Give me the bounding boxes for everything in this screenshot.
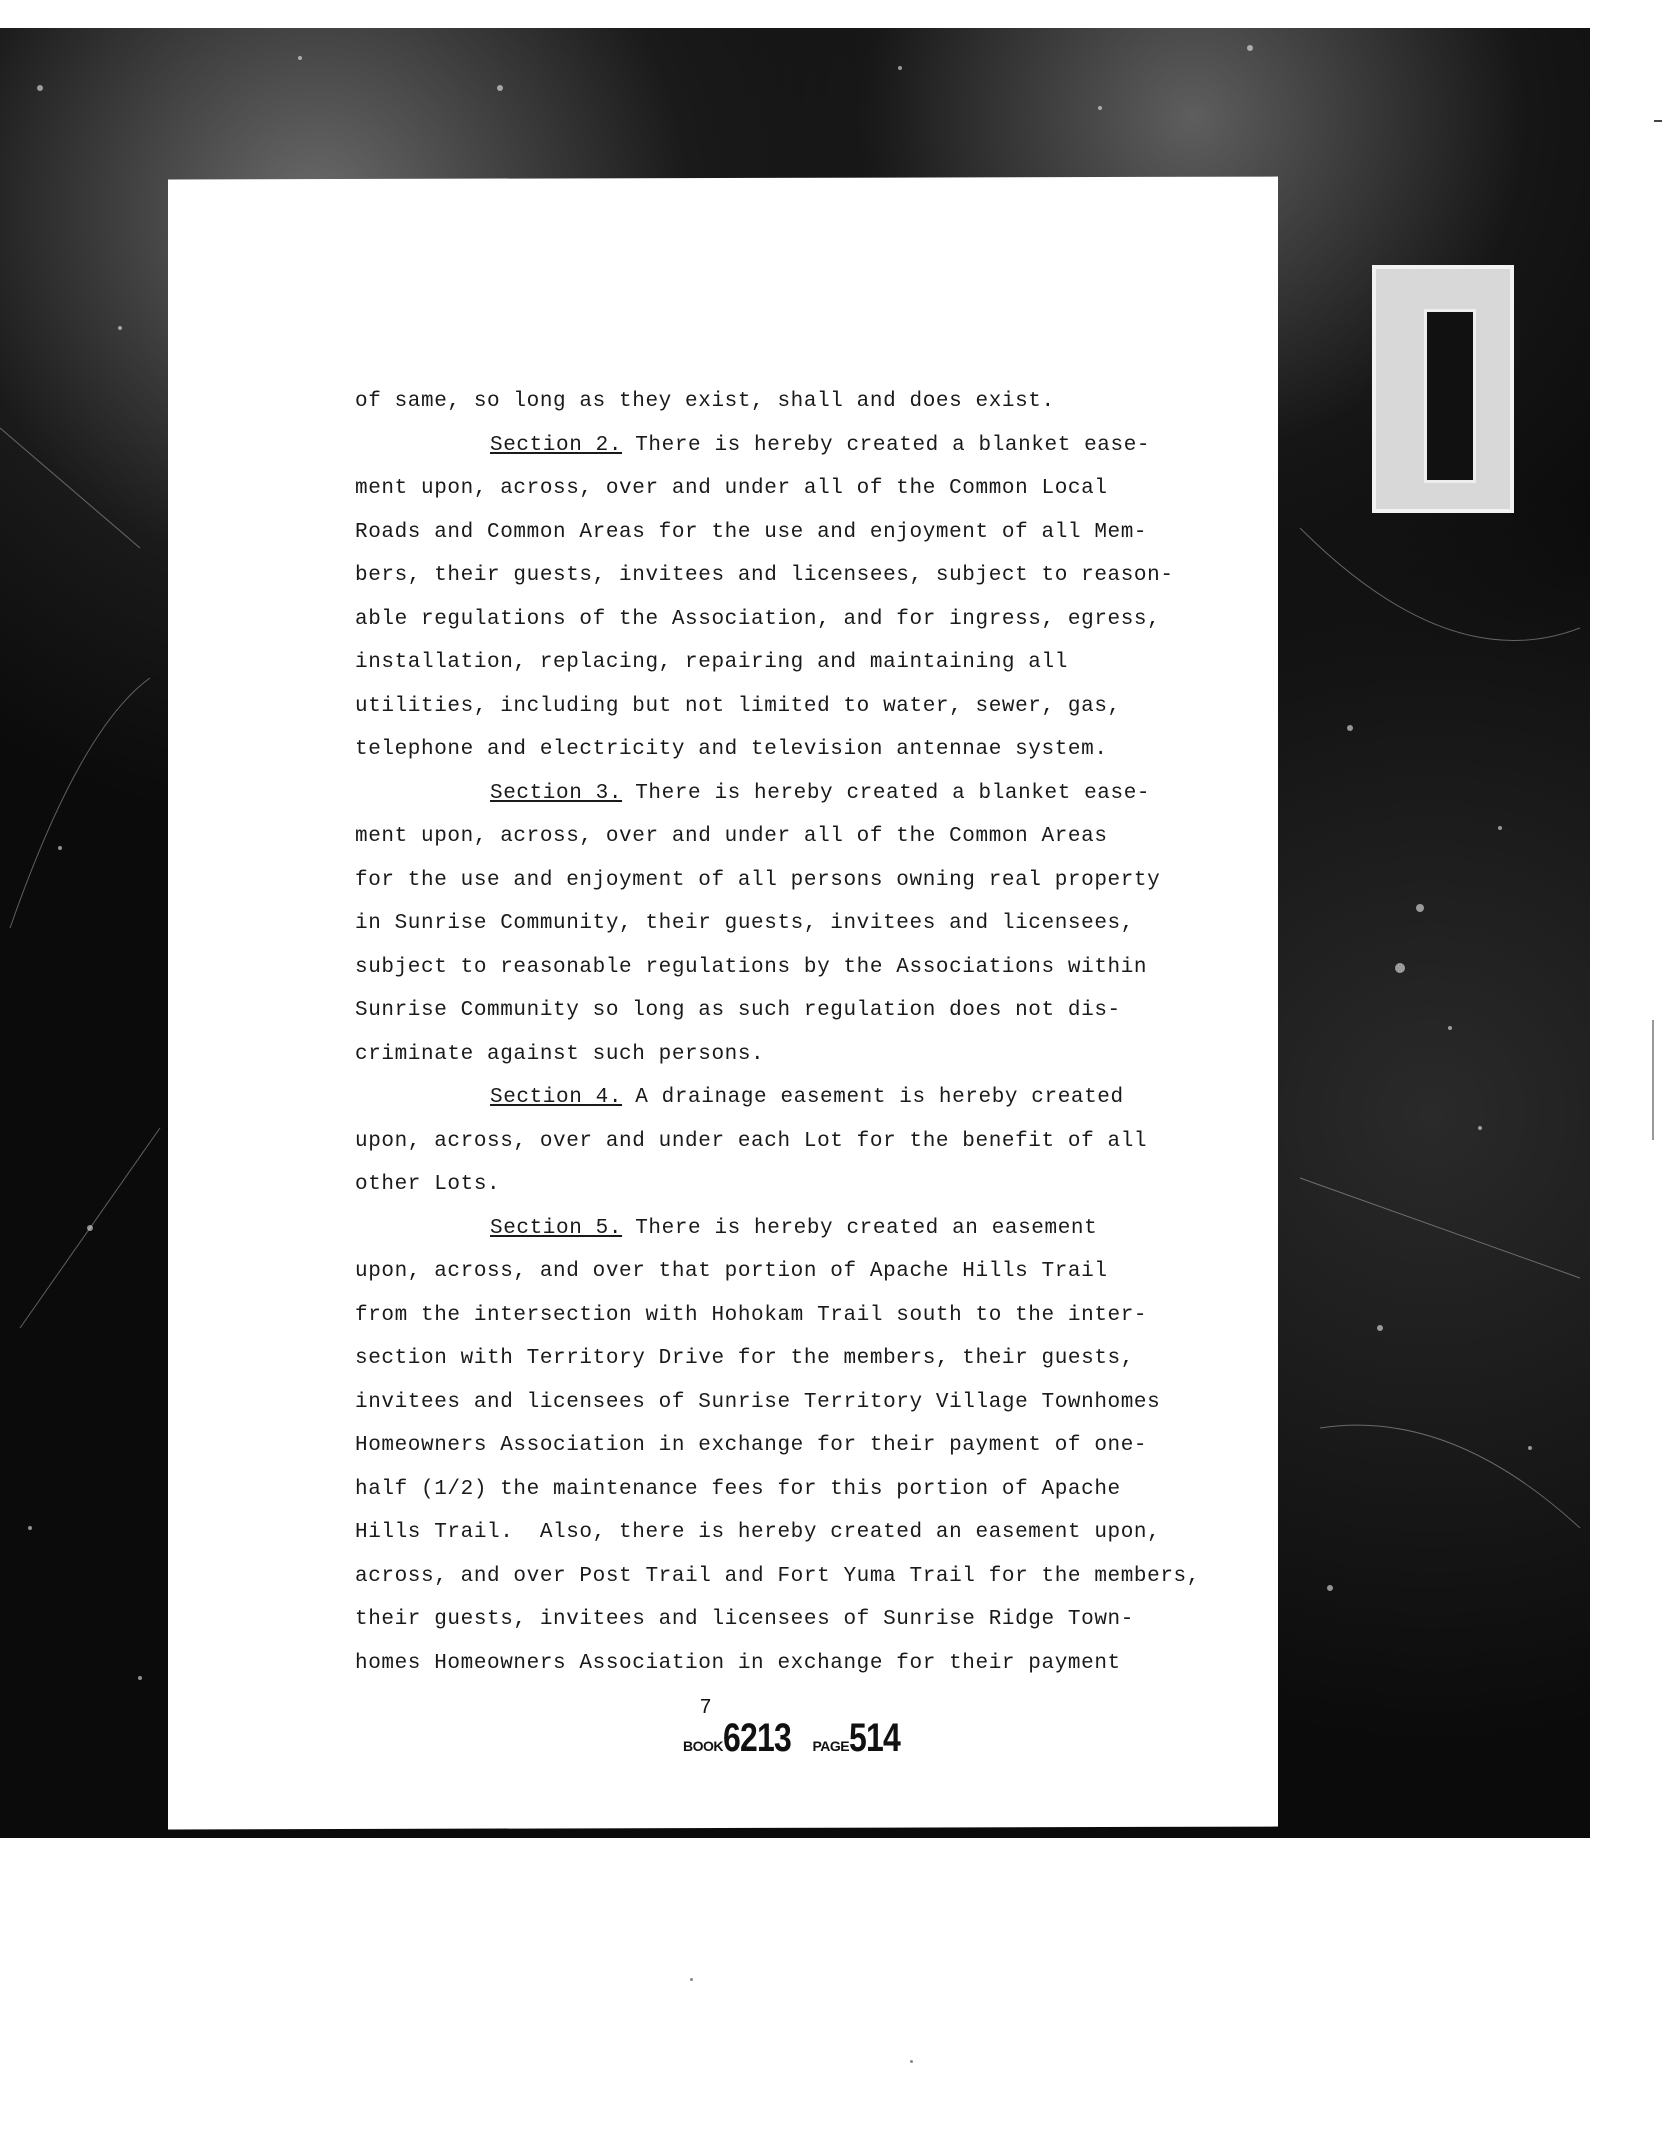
text-line: able regulations of the Association, and for ingress, egress, — [355, 607, 1161, 631]
text-line: section with Territory Drive for the members, their guests, — [355, 1347, 1134, 1370]
page-ref: 514 — [849, 1716, 901, 1760]
margin-line — [1652, 1020, 1654, 1140]
text-line: other Lots. — [355, 1173, 501, 1196]
page-label: PAGE — [812, 1738, 850, 1754]
text-line — [355, 772, 1215, 816]
text-line: Homeowners Association in exchange for their payment of one- — [355, 1434, 1148, 1457]
text-line: ment upon, across, over and under all of the Common Areas — [355, 825, 1108, 848]
text-line: criminate against such persons. — [355, 1042, 765, 1066]
text-line — [355, 1076, 1215, 1120]
text-line: upon, across, over and under each Lot for the benefit of all — [355, 1129, 1148, 1153]
text-line: upon, across, and over that portion of Apache Hills Trail — [355, 1260, 1108, 1283]
text-run: There is hereby created an easement — [622, 1216, 1098, 1240]
text-line: ment upon, across, over and under all of the Common Local — [355, 477, 1108, 500]
text-line: across, and over Post Trail and Fort Yuma Trail for the members, — [355, 1564, 1200, 1588]
margin-mark — [1654, 120, 1662, 122]
text-line: installation, replacing, repairing and maintaining all — [355, 651, 1068, 674]
text-line: telephone and electricity and television antennae system. — [355, 738, 1108, 761]
text-line: from the intersection with Hohokam Trail south to the inter- — [355, 1303, 1148, 1327]
text-line: for the use and enjoyment of all persons owning real property — [355, 868, 1161, 892]
text-line: of same, so long as they exist, shall and does exist. — [355, 390, 1055, 413]
book-label: BOOK — [683, 1738, 723, 1754]
section-heading: Section 5. — [490, 1216, 623, 1240]
page-number: 7 — [700, 1696, 712, 1718]
text-line: homes Homeowners Association in exchange for their payment — [355, 1651, 1121, 1675]
text-line: utilities, including but not limited to water, sewer, gas, — [355, 694, 1121, 718]
text-line: Roads and Common Areas for the use and enjoyment of all Mem- — [355, 520, 1148, 544]
section-heading: Section 2. — [490, 433, 623, 457]
text-line: half (1/2) the maintenance fees for this portion of Apache — [355, 1477, 1121, 1501]
text-line: Hills Trail. Also, there is hereby created an easement upon, — [355, 1521, 1161, 1544]
book-number: 6213 — [723, 1716, 791, 1760]
section-heading: Section 3. — [490, 781, 623, 805]
text-line: invitees and licensees of Sunrise Territory Village Townhomes — [355, 1390, 1161, 1414]
document-body — [355, 380, 1215, 1685]
text-run: There is hereby created a blanket ease- — [622, 433, 1151, 457]
recording-sticker — [1372, 265, 1514, 513]
scan-speck — [690, 1978, 693, 1981]
section-heading: Section 4. — [490, 1086, 623, 1109]
scan-speck — [910, 2060, 913, 2063]
text-line: subject to reasonable regulations by the Associations within — [355, 955, 1148, 979]
sticker-label — [1424, 309, 1476, 483]
text-line — [355, 1207, 1215, 1251]
book-page-stamp — [683, 1716, 913, 1761]
text-run: A drainage easement is hereby created — [622, 1086, 1124, 1109]
text-line: Sunrise Community so long as such regulation does not dis- — [355, 999, 1121, 1022]
text-run: There is hereby created a blanket ease- — [622, 781, 1151, 805]
text-line: bers, their guests, invitees and licensees, subject to reason- — [355, 564, 1174, 587]
text-line — [355, 424, 1215, 468]
text-line: their guests, invitees and licensees of Sunrise Ridge Town- — [355, 1608, 1134, 1631]
text-line: in Sunrise Community, their guests, invitees and licensees, — [355, 912, 1134, 935]
